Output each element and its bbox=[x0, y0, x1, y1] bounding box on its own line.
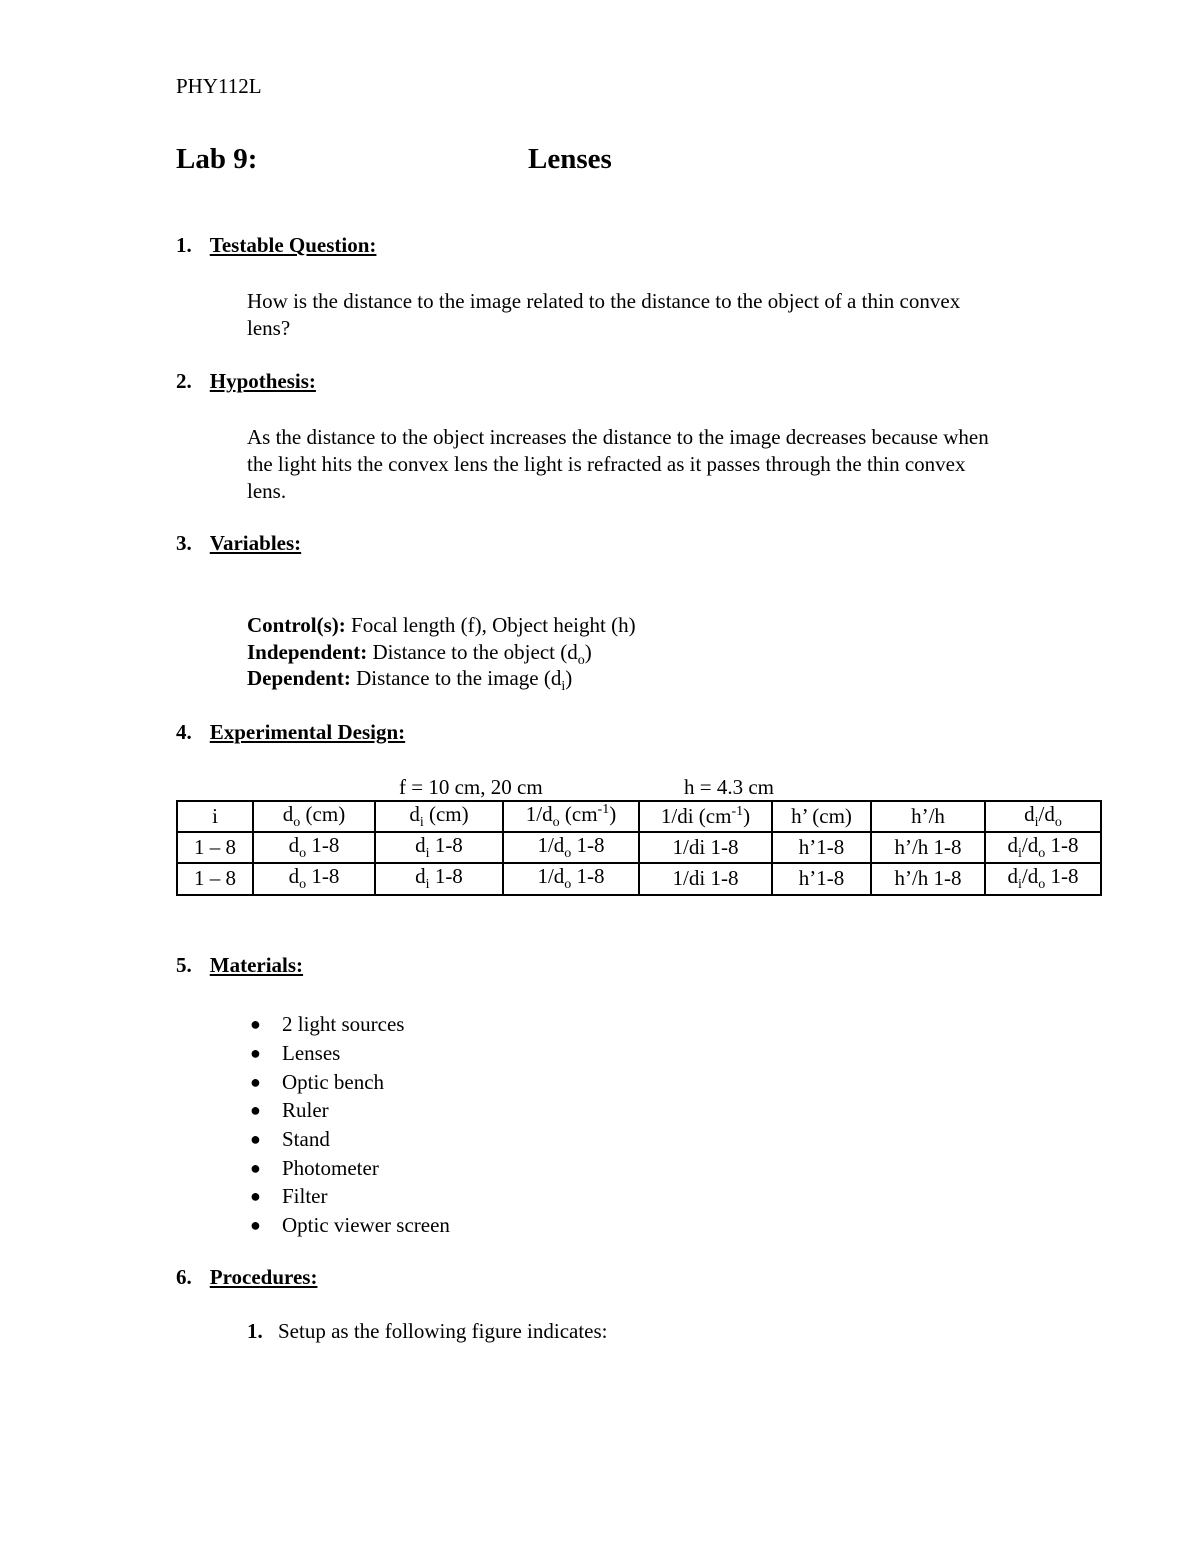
section-heading: Materials: bbox=[209, 953, 304, 977]
subscript: i bbox=[1034, 815, 1039, 831]
header-text: d bbox=[282, 802, 294, 826]
cell-inverse-do bbox=[503, 832, 639, 863]
list-item-text: Optic bench bbox=[282, 1069, 385, 1094]
subscript: o bbox=[577, 653, 585, 669]
cell-di bbox=[375, 832, 503, 863]
header-d-ratio bbox=[985, 801, 1101, 832]
list-item bbox=[250, 1010, 450, 1039]
list-item-text: Optic viewer screen bbox=[282, 1213, 450, 1238]
cell-inverse-do bbox=[503, 863, 639, 894]
header-text: (cm) bbox=[423, 802, 469, 826]
cell-text: 1-8 bbox=[429, 864, 463, 889]
cell-text: d bbox=[1007, 833, 1018, 858]
control-label: Control(s): bbox=[247, 613, 346, 637]
cell-d-ratio bbox=[985, 832, 1101, 863]
subscript: i bbox=[425, 846, 430, 862]
paren: ) bbox=[565, 666, 573, 690]
header-di bbox=[375, 801, 503, 832]
text-line: As the distance to the object increases the distance to the image decreases because when bbox=[247, 425, 989, 449]
procedure-step-1 bbox=[247, 1318, 608, 1345]
step-number: 1. bbox=[247, 1319, 263, 1343]
subscript: o bbox=[552, 815, 560, 831]
header-text: (cm bbox=[559, 802, 598, 826]
subscript: i bbox=[1018, 846, 1022, 862]
data-table bbox=[176, 800, 1102, 896]
cell-text: 1/d bbox=[537, 864, 565, 889]
header-i bbox=[177, 801, 253, 832]
section-heading: Testable Question: bbox=[209, 233, 377, 257]
cell-text: 1-8 bbox=[306, 833, 340, 858]
superscript: -1 bbox=[731, 804, 744, 820]
text-line: the light hits the convex lens the light is refracted as it passes through the thin convex bbox=[247, 452, 966, 476]
bullet-icon: ● bbox=[250, 1100, 261, 1121]
section-number: 5. bbox=[176, 953, 192, 977]
independent-label: Independent: bbox=[247, 640, 368, 664]
cell-inverse-di bbox=[639, 832, 772, 863]
dependent-variable bbox=[247, 666, 572, 695]
bullet-icon: ● bbox=[250, 1157, 261, 1178]
table-row bbox=[177, 832, 1101, 863]
text-line: lens. bbox=[247, 479, 287, 503]
dependent-label: Dependent: bbox=[247, 666, 351, 690]
list-item-text: Filter bbox=[282, 1184, 328, 1209]
cell-text: 1-8 bbox=[429, 833, 463, 858]
section-number: 1. bbox=[176, 233, 192, 257]
cell-do bbox=[253, 863, 375, 894]
cell-text: d bbox=[1007, 864, 1018, 889]
object-height-value: h = 4.3 cm bbox=[684, 775, 774, 799]
bullet-icon: ● bbox=[250, 1014, 261, 1035]
step-text: Setup as the following figure indicates: bbox=[278, 1319, 608, 1343]
materials-list bbox=[250, 1010, 450, 1240]
section-heading: Procedures: bbox=[209, 1265, 318, 1289]
bullet-icon: ● bbox=[250, 1043, 261, 1064]
hypothesis-text bbox=[247, 424, 1107, 505]
cell-inverse-di bbox=[639, 863, 772, 894]
bullet-icon: ● bbox=[250, 1071, 261, 1092]
section-hypothesis bbox=[176, 369, 316, 394]
control-variable bbox=[247, 613, 636, 638]
table-header-row bbox=[177, 801, 1101, 832]
header-text: h’ (cm) bbox=[791, 804, 852, 829]
section-number: 4. bbox=[176, 720, 192, 744]
independent-value: Distance to the object (d bbox=[367, 640, 578, 664]
text-line: How is the distance to the image related to the distance to the object of a thin convex bbox=[247, 289, 961, 313]
section-variables bbox=[176, 531, 301, 556]
cell-text: 1-8 bbox=[306, 864, 340, 889]
header-text: i bbox=[212, 804, 218, 829]
cell-i bbox=[177, 832, 253, 863]
cell-text: d bbox=[288, 864, 300, 889]
cell-di bbox=[375, 863, 503, 894]
cell-text: d bbox=[415, 833, 426, 858]
list-item bbox=[250, 1067, 450, 1096]
section-experimental-design bbox=[176, 720, 405, 745]
subscript: i bbox=[561, 679, 566, 695]
control-value: Focal length (f), Object height (h) bbox=[345, 613, 636, 637]
list-item-text: 2 light sources bbox=[282, 1012, 405, 1037]
header-text: d bbox=[1024, 802, 1035, 826]
header-text: 1/di (cm bbox=[660, 804, 732, 829]
subscript: o bbox=[299, 846, 307, 862]
section-heading: Variables: bbox=[209, 531, 302, 555]
subscript: o bbox=[1054, 815, 1062, 831]
subscript: i bbox=[419, 815, 424, 831]
cell-text: 1/di 1-8 bbox=[672, 866, 739, 891]
list-item-text: Photometer bbox=[282, 1155, 379, 1180]
lab-number: Lab 9: bbox=[176, 143, 258, 175]
cell-text: 1/d bbox=[537, 833, 565, 858]
independent-variable bbox=[247, 640, 592, 669]
header-h-prime bbox=[772, 801, 871, 832]
table-row bbox=[177, 863, 1101, 894]
list-item-text: Lenses bbox=[282, 1041, 341, 1066]
cell-text: h’/h 1-8 bbox=[894, 835, 962, 860]
subscript: o bbox=[564, 846, 572, 862]
cell-i bbox=[177, 863, 253, 894]
text-line: lens? bbox=[247, 316, 291, 340]
section-number: 3. bbox=[176, 531, 192, 555]
list-item bbox=[250, 1211, 450, 1240]
bullet-icon: ● bbox=[250, 1215, 261, 1236]
section-number: 2. bbox=[176, 369, 192, 393]
cell-text: /d bbox=[1021, 864, 1039, 889]
cell-text: d bbox=[288, 833, 300, 858]
testable-question-text bbox=[247, 288, 1107, 342]
cell-text: 1-8 bbox=[571, 864, 605, 889]
superscript: -1 bbox=[597, 802, 610, 817]
cell-text: 1 – 8 bbox=[194, 835, 236, 860]
cell-h-ratio bbox=[871, 832, 985, 863]
subscript: o bbox=[293, 815, 301, 831]
subscript: i bbox=[1018, 877, 1022, 893]
cell-text: 1 – 8 bbox=[194, 866, 236, 891]
header-text: h’/h bbox=[911, 804, 945, 829]
header-text: ) bbox=[743, 804, 751, 829]
cell-d-ratio bbox=[985, 863, 1101, 894]
list-item bbox=[250, 1182, 450, 1211]
subscript: o bbox=[564, 877, 572, 893]
header-text: d bbox=[409, 802, 420, 826]
cell-text: 1/di 1-8 bbox=[672, 835, 739, 860]
header-do bbox=[253, 801, 375, 832]
cell-text: 1-8 bbox=[1045, 833, 1079, 858]
cell-h-prime bbox=[772, 832, 871, 863]
bullet-icon: ● bbox=[250, 1129, 261, 1150]
cell-h-prime bbox=[772, 863, 871, 894]
list-item bbox=[250, 1125, 450, 1154]
bullet-icon: ● bbox=[250, 1186, 261, 1207]
header-inverse-do bbox=[503, 801, 639, 832]
subscript: o bbox=[299, 877, 307, 893]
section-materials bbox=[176, 953, 303, 978]
header-inverse-di bbox=[639, 801, 772, 832]
cell-do bbox=[253, 832, 375, 863]
list-item bbox=[250, 1096, 450, 1125]
header-text: 1/d bbox=[525, 802, 553, 826]
list-item-text: Stand bbox=[282, 1127, 330, 1152]
header-text: /d bbox=[1038, 802, 1055, 826]
header-text: ) bbox=[609, 802, 617, 826]
header-text: (cm) bbox=[300, 802, 346, 826]
focal-length-values: f = 10 cm, 20 cm bbox=[399, 775, 543, 799]
cell-text: 1-8 bbox=[571, 833, 605, 858]
subscript: o bbox=[1038, 846, 1046, 862]
cell-text: 1-8 bbox=[1045, 864, 1079, 889]
list-item bbox=[250, 1039, 450, 1068]
lab-title: Lenses bbox=[528, 143, 612, 175]
list-item-text: Ruler bbox=[282, 1098, 329, 1123]
subscript: i bbox=[425, 877, 430, 893]
cell-text: h’/h 1-8 bbox=[894, 866, 962, 891]
section-procedures bbox=[176, 1265, 317, 1290]
list-item bbox=[250, 1153, 450, 1182]
header-h-ratio bbox=[871, 801, 985, 832]
dependent-value: Distance to the image (d bbox=[350, 666, 562, 690]
subscript: o bbox=[1038, 877, 1046, 893]
cell-text: h’1-8 bbox=[798, 866, 845, 891]
course-code: PHY112L bbox=[176, 74, 262, 98]
section-heading: Hypothesis: bbox=[209, 369, 316, 393]
section-testable-question bbox=[176, 233, 376, 258]
cell-text: d bbox=[415, 864, 426, 889]
cell-text: h’1-8 bbox=[798, 835, 845, 860]
paren: ) bbox=[584, 640, 592, 664]
cell-h-ratio bbox=[871, 863, 985, 894]
section-number: 6. bbox=[176, 1265, 192, 1289]
section-heading: Experimental Design: bbox=[209, 720, 406, 744]
cell-text: /d bbox=[1021, 833, 1039, 858]
